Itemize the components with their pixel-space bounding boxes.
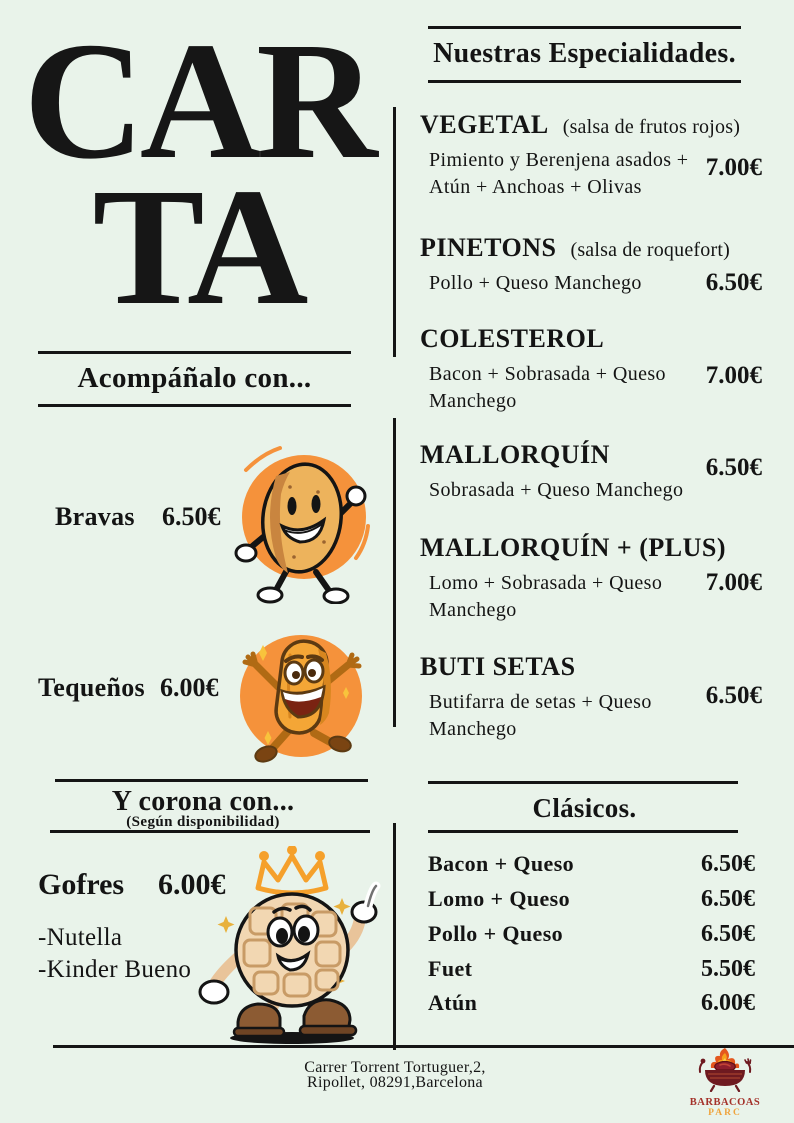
page-title-line2: TA: [92, 154, 304, 340]
column-divider: [393, 107, 396, 357]
classic-item-price: 6.00€: [701, 990, 755, 1016]
side-item-bravas-name: Bravas: [55, 502, 135, 531]
divider: [428, 80, 741, 83]
classic-item-price: 5.50€: [701, 956, 755, 982]
classic-item-name: Fuet: [428, 956, 473, 981]
page-title: [12, 8, 384, 340]
footer-address-line2: Ripollet, 08291,Barcelona: [307, 1074, 483, 1091]
special-item-name: VEGETAL: [420, 110, 549, 139]
crown-section-header: Y corona con...: [111, 786, 295, 817]
special-item-name: PINETONS: [420, 233, 557, 262]
classic-item-price: 6.50€: [701, 921, 755, 947]
divider: [428, 781, 738, 784]
special-item-desc: Bacon + Sobrasada + Queso Manchego: [429, 363, 666, 412]
special-item-name: BUTI SETAS: [420, 652, 576, 681]
special-item-name: COLESTEROL: [420, 324, 605, 353]
crown-item-gofres-price: 6.00€: [158, 868, 226, 901]
page-title-line1: CAR: [23, 8, 373, 194]
classic-item-name: Pollo + Queso: [428, 921, 564, 946]
classic-item-name: Atún: [428, 990, 478, 1015]
divider: [38, 404, 351, 407]
special-item-desc: Pollo + Queso Manchego: [429, 272, 642, 294]
classic-row: [428, 921, 755, 948]
tequeno-mascot-illustration: [230, 625, 372, 767]
crown-section-note: (Según disponibilidad): [126, 814, 280, 830]
special-item-desc: Butifarra de setas + Queso Manchego: [429, 691, 652, 740]
footer-address: [240, 1060, 550, 1090]
classic-item-name: Bacon + Queso: [428, 851, 575, 876]
logo-title: BARBACOAS: [689, 1097, 761, 1108]
special-item-vegetal: [420, 110, 762, 201]
classic-item-price: 6.50€: [701, 851, 755, 877]
special-item-price: 6.50€: [705, 454, 762, 481]
special-item-pinetons: [420, 233, 762, 297]
classic-row: [428, 956, 755, 983]
crown-item-gofres-name: Gofres: [38, 868, 125, 901]
divider: [428, 26, 741, 29]
special-item-desc: Sobrasada + Queso Manchego: [429, 479, 684, 501]
special-item-price: 7.00€: [705, 362, 762, 389]
classics-section-header: Clásicos.: [532, 793, 637, 823]
divider: [55, 779, 368, 782]
special-item-price: 7.00€: [705, 569, 762, 596]
special-item-price: 6.50€: [705, 682, 762, 709]
column-divider: [393, 823, 396, 1050]
divider: [38, 351, 351, 354]
special-item-price: 7.00€: [705, 154, 762, 181]
potato-mascot-illustration: [228, 432, 376, 604]
restaurant-logo: [688, 1048, 762, 1118]
specials-section-header: Nuestras Especialidades.: [433, 38, 736, 69]
special-item-desc: Pimiento y Berenjena asados + Atún + Anchoas + Olivas: [429, 149, 689, 198]
side-item-bravas-price: 6.50€: [162, 502, 221, 531]
special-item-price: 6.50€: [705, 269, 762, 296]
footer-divider: [53, 1045, 794, 1048]
special-item-note: (salsa de frutos rojos): [562, 116, 741, 138]
special-item-name: MALLORQUÍN: [420, 440, 610, 469]
column-divider: [393, 418, 396, 727]
gofres-topping-kinder: -Kinder Bueno: [38, 956, 192, 983]
footer-address-line1: Carrer Torrent Tortuguer,2,: [304, 1059, 486, 1076]
gofres-topping-nutella: -Nutella: [38, 924, 123, 951]
side-item-tequenos-price: 6.00€: [160, 673, 219, 702]
divider: [50, 830, 370, 833]
classic-row: [428, 886, 755, 913]
classic-row: [428, 851, 755, 878]
classic-row: [428, 990, 755, 1017]
waffle-mascot-illustration: [192, 846, 398, 1046]
side-item-tequenos-name: Tequeños: [38, 673, 145, 702]
special-item-note: (salsa de roquefort): [570, 239, 730, 261]
special-item-colesterol: [420, 324, 762, 415]
classic-item-price: 6.50€: [701, 886, 755, 912]
sides-section-header: Acompáñalo con...: [77, 362, 312, 394]
classic-item-name: Lomo + Queso: [428, 886, 571, 911]
special-item-mallorquin-plus: [420, 533, 762, 624]
divider: [428, 830, 738, 833]
special-item-name: MALLORQUÍN + (PLUS): [420, 533, 726, 562]
special-item-buti-setas: [420, 652, 762, 743]
special-item-mallorquin: [420, 440, 762, 504]
barbecue-grill-icon: [696, 1048, 754, 1092]
special-item-desc: Lomo + Sobrasada + Queso Manchego: [429, 572, 663, 621]
logo-subtitle: PARC: [708, 1108, 742, 1118]
